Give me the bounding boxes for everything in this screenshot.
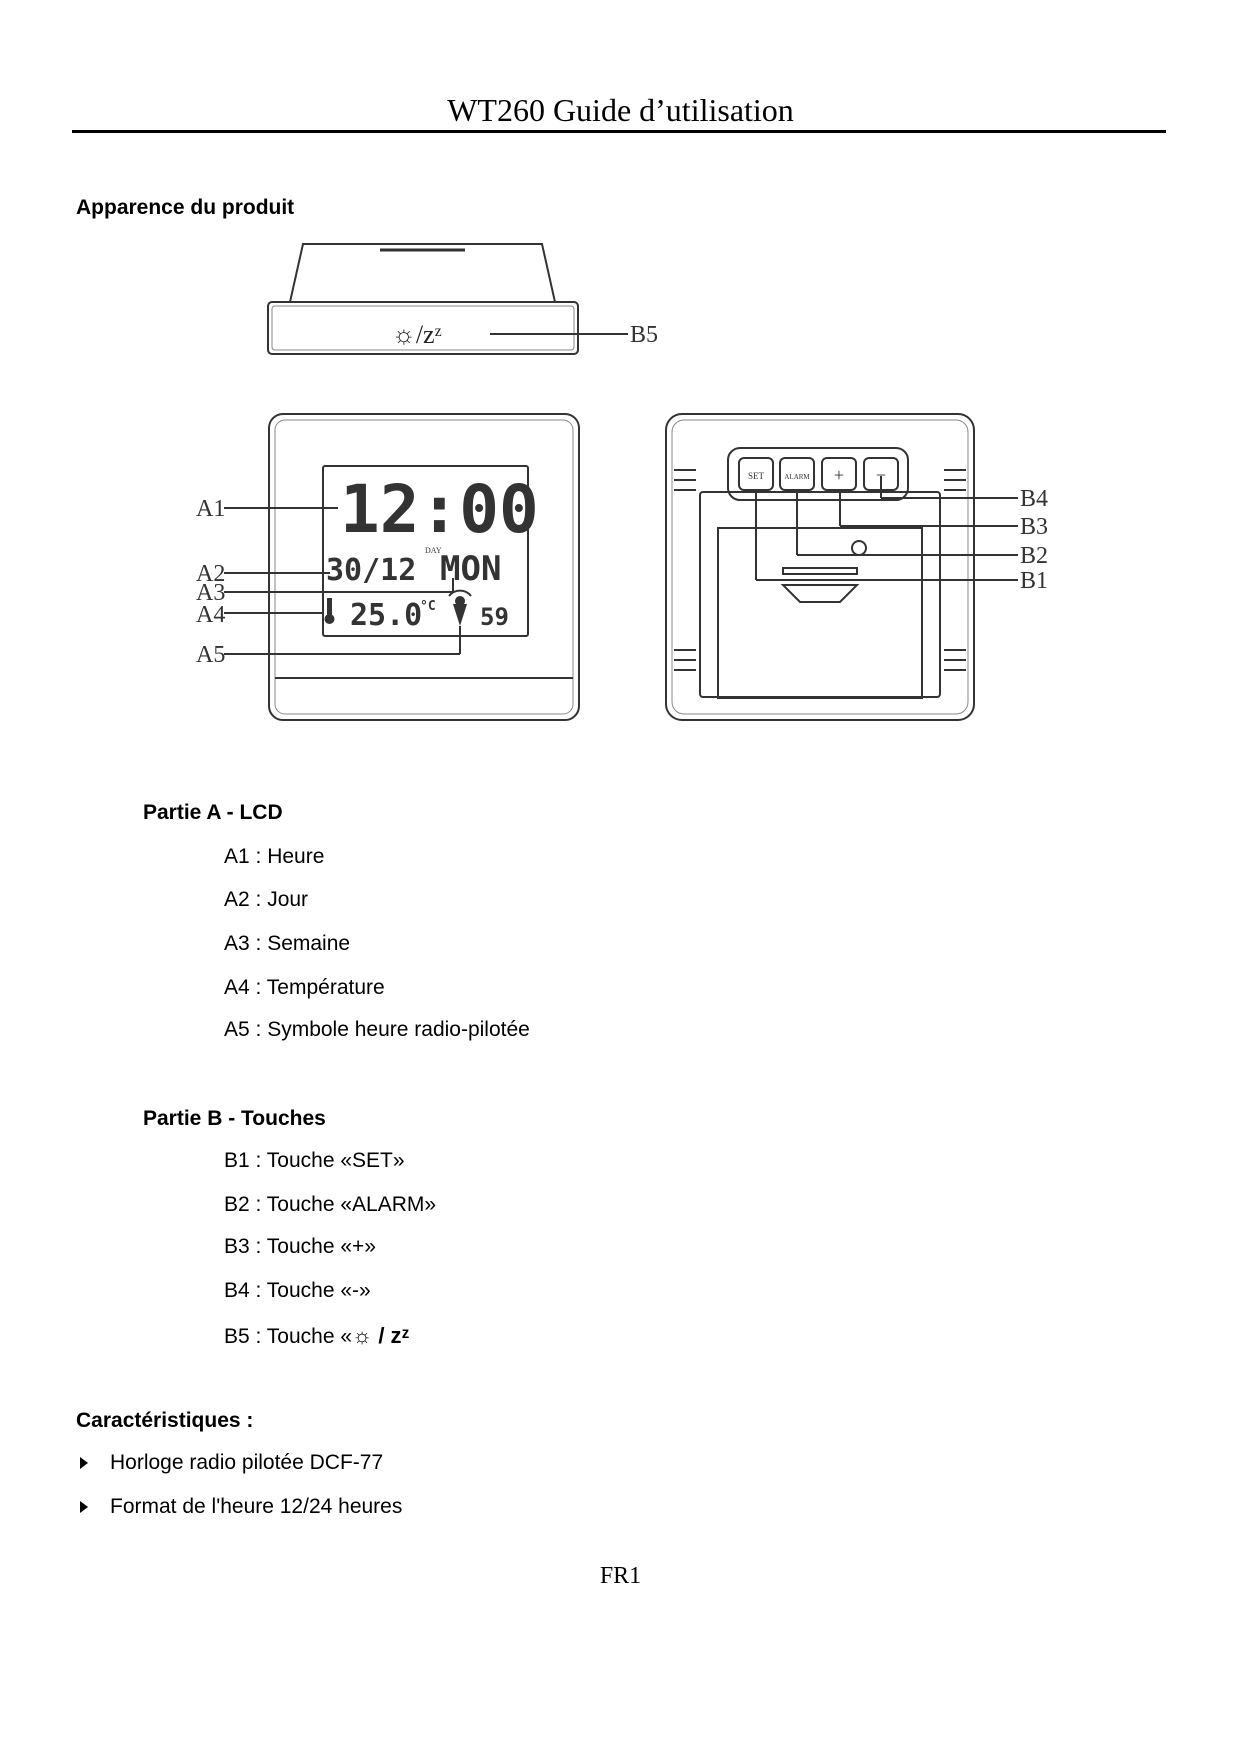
set-button-label: SET [747,471,765,481]
part-a-item: A4 : Température [224,976,385,999]
lcd-temp-unit: °C [420,599,436,614]
thermometer-icon [325,598,335,624]
part-a-item: A2 : Jour [224,888,309,911]
part-b-item: B2 : Touche «ALARM» [224,1193,437,1216]
minus-button-label: − [875,465,887,485]
part-b-item-b5-label: B5 : Touche « [224,1325,353,1348]
lcd-weekday: MON [440,549,502,589]
lcd-date: 30/12 [326,553,417,588]
radio-signal-icon [449,591,471,626]
callout-a4: A4 [196,602,226,628]
header-rule [72,130,1166,133]
document-title: WT260 Guide d’utilisation [447,92,794,128]
bullet-arrow-icon [80,1457,88,1469]
bullet-arrow-icon [80,1501,88,1513]
part-b-item-b5 [224,1323,410,1349]
clock-front-view [269,414,579,720]
part-b-item: B4 : Touche «-» [224,1279,371,1302]
part-b-title: Partie B - Touches [143,1107,326,1130]
page-number: FR1 [599,1563,642,1589]
clock-back-view [666,414,974,720]
feature-item [80,1451,383,1475]
lcd-seconds: 59 [480,603,509,631]
lcd-time: 12:00 [340,471,539,548]
plus-button-label: + [833,465,845,485]
part-a-item: A3 : Semaine [224,932,351,955]
part-a-item: A1 : Heure [224,845,325,868]
lcd-temperature: 25.0 [350,598,423,633]
alarm-button-label: ALARM [784,473,810,481]
callout-b5: B5 [630,322,659,348]
product-diagram [0,230,1241,770]
part-b-item: B1 : Touche «SET» [224,1149,405,1172]
feature-text: Horloge radio pilotée DCF-77 [110,1451,384,1474]
callout-b1: B1 [1020,568,1049,594]
section-title-appearance: Apparence du produit [76,196,295,219]
callout-a1: A1 [196,496,226,522]
feature-text: Format de l'heure 12/24 heures [110,1495,403,1518]
feature-item [80,1495,402,1519]
lcd-day-label: DAY [425,546,442,555]
callout-a5: A5 [196,642,226,668]
callout-b3: B3 [1020,514,1049,540]
part-a-title: Partie A - LCD [143,801,283,824]
callout-a3: A3 [196,580,226,606]
callout-a2: A2 [196,561,226,587]
callout-b4: B4 [1020,486,1049,512]
sun-sleep-icon: ☼ / zᶻ [352,1323,410,1348]
features-title: Caractéristiques : [76,1409,254,1432]
callout-b2: B2 [1020,543,1049,569]
part-a-item: A5 : Symbole heure radio-pilotée [224,1018,530,1041]
part-b-item: B3 : Touche «+» [224,1235,376,1258]
sun-sleep-icon: ☼/zᶻ [392,320,442,349]
